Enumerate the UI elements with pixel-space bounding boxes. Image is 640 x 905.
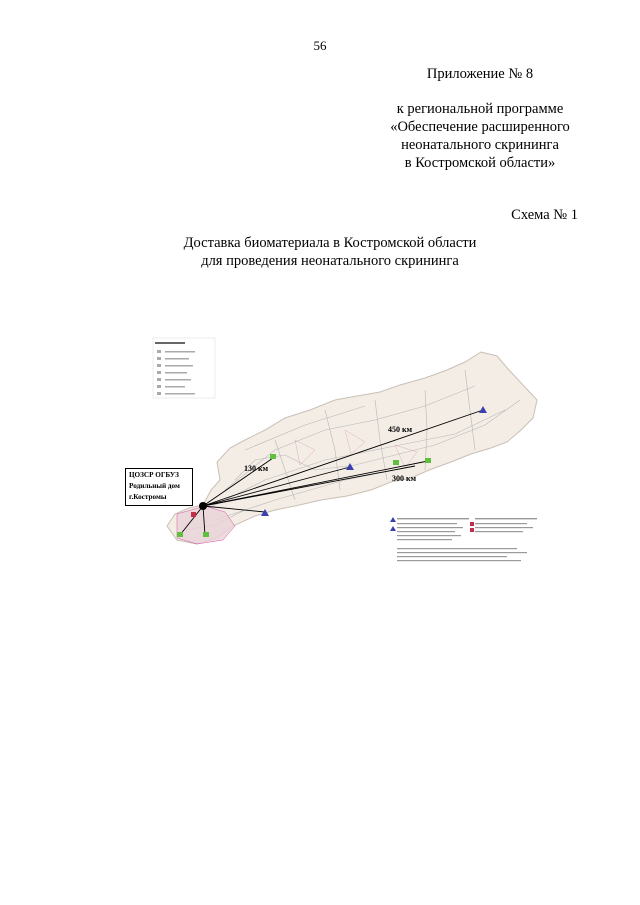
document-heading [140, 234, 520, 270]
heading-line: для проведения неонатального скрининга [201, 253, 459, 269]
center-label-box [125, 468, 193, 506]
distance-label-450: 450 км [388, 425, 413, 434]
center-label-line: ЦОЗСР ОГБУЗ [129, 471, 179, 479]
region-map-graphic [125, 330, 545, 565]
center-label-line: г.Костромы [129, 493, 167, 501]
distance-label-300: 300 км [392, 474, 417, 483]
green-marker [393, 460, 399, 465]
green-marker [425, 458, 431, 463]
map-key-text [397, 518, 537, 561]
appendix-subtitle [370, 100, 590, 172]
kostroma-center-marker [199, 502, 207, 510]
heading-line: Доставка биоматериала в Костромской области [183, 235, 477, 251]
appendix-line: «Обеспечение расширенного [390, 119, 570, 135]
red-marker [191, 512, 196, 517]
region-map [125, 330, 545, 565]
green-marker [270, 454, 276, 459]
appendix-line: неонатального скрининга [401, 137, 559, 153]
green-marker [177, 532, 183, 537]
distance-label-130: 130 км [244, 464, 269, 473]
center-label-line: Родильный дом [129, 482, 180, 490]
green-marker [203, 532, 209, 537]
map-legend [153, 338, 215, 398]
appendix-line: к региональной программе [396, 101, 564, 117]
appendix-title: Приложение № 8 [426, 66, 534, 82]
scheme-label: Схема № 1 [511, 207, 578, 223]
appendix-line: в Костромской области» [404, 155, 556, 171]
page-number: 56 [313, 38, 327, 53]
